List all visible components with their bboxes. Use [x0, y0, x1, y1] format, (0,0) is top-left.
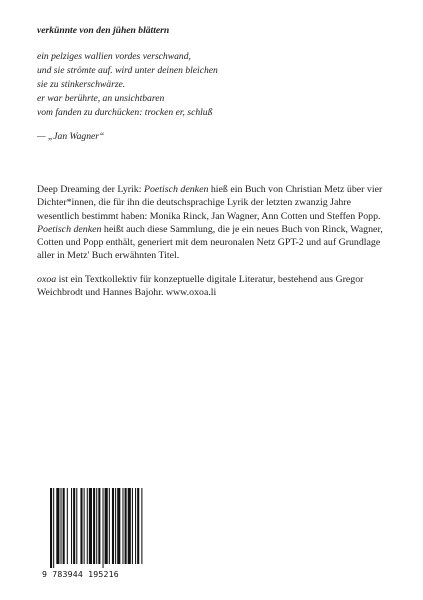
barcode-bar — [112, 488, 114, 564]
description-text: hieß ein Buch von Christian Metz über vier Dichter*innen, die für ihn die deutschsprachige Lyrik der letzten zwanzig Jahre wesentlich bestimmt haben: Monika Rinck, Jan Wagner, Ann Cotten und Steffen Popp. — [37, 184, 383, 222]
barcode-bar — [80, 488, 82, 564]
barcode-bar — [122, 488, 123, 564]
description-paragraph — [37, 183, 392, 263]
poem-line: ein pelziges wallien vordes verschwand, — [37, 51, 191, 62]
barcode-bar — [84, 488, 85, 564]
barcode-bar — [109, 488, 110, 564]
barcode-bar — [135, 488, 136, 564]
barcode-bar — [137, 488, 139, 564]
barcode-bar — [53, 488, 54, 568]
barcode-bar — [61, 488, 62, 564]
barcode-bar — [56, 488, 59, 564]
book-title-emphasis: Poetisch denken — [143, 184, 209, 195]
barcode-bar — [132, 488, 133, 564]
barcode-bar — [67, 488, 68, 564]
barcode-bar — [89, 488, 92, 564]
isbn-digits: 9 783944 195216 — [42, 569, 119, 579]
collective-name: oxoa — [37, 273, 57, 285]
barcode-bar — [50, 488, 52, 568]
barcode-bar — [103, 488, 104, 568]
poem-attribution: — „Jan Wagner“ — [37, 131, 105, 142]
barcode-bar — [96, 488, 97, 564]
barcode-bar — [125, 488, 127, 564]
barcode-bars — [42, 486, 144, 570]
isbn-barcode — [42, 486, 144, 582]
book-description — [37, 183, 392, 309]
barcode-bar — [73, 488, 75, 564]
collective-text: ist ein Textkollektiv für konzeptuelle digitale Literatur, bestehend aus Gregor Weichbrodt und Hannes Bajohr. www.oxoa.li — [37, 273, 364, 299]
barcode-bar — [71, 488, 72, 564]
collective-paragraph — [37, 273, 392, 300]
poem-excerpt — [37, 24, 397, 144]
barcode-bar — [87, 488, 88, 564]
barcode-bar — [141, 488, 142, 564]
barcode-bar — [93, 488, 95, 564]
barcode-bar — [105, 488, 108, 564]
barcode-bar — [115, 488, 116, 564]
barcode-bar — [128, 488, 131, 564]
poem-line: vom fanden zu durchücken: trocken er, schluß — [37, 107, 213, 118]
poem-title: verkünnte von den jühen blättern — [37, 25, 170, 36]
description-text: Deep Dreaming der Lyrik: — [37, 184, 144, 195]
poem-line: und sie strömte auf. wird unter deinen bleichen — [37, 65, 218, 76]
barcode-bar — [98, 488, 100, 564]
barcode-bar — [76, 488, 77, 564]
barcode-bar — [63, 488, 65, 564]
book-title-emphasis: Poetisch denken — [37, 223, 102, 235]
description-text: heißt auch diese Sammlung, die je ein neues Buch von Rinck, Wagner, Cotten und Popp enthält, generiert mit dem neuronalen Netz GPT-2 und auf Grundlage aller in Metz' Buch erwähnten Titel. — [37, 223, 383, 262]
poem-line: sie zu stinkerschwärze. — [37, 79, 126, 90]
barcode-bar — [117, 488, 120, 564]
poem-line: er war berührte, an unsichtbaren — [37, 93, 165, 104]
